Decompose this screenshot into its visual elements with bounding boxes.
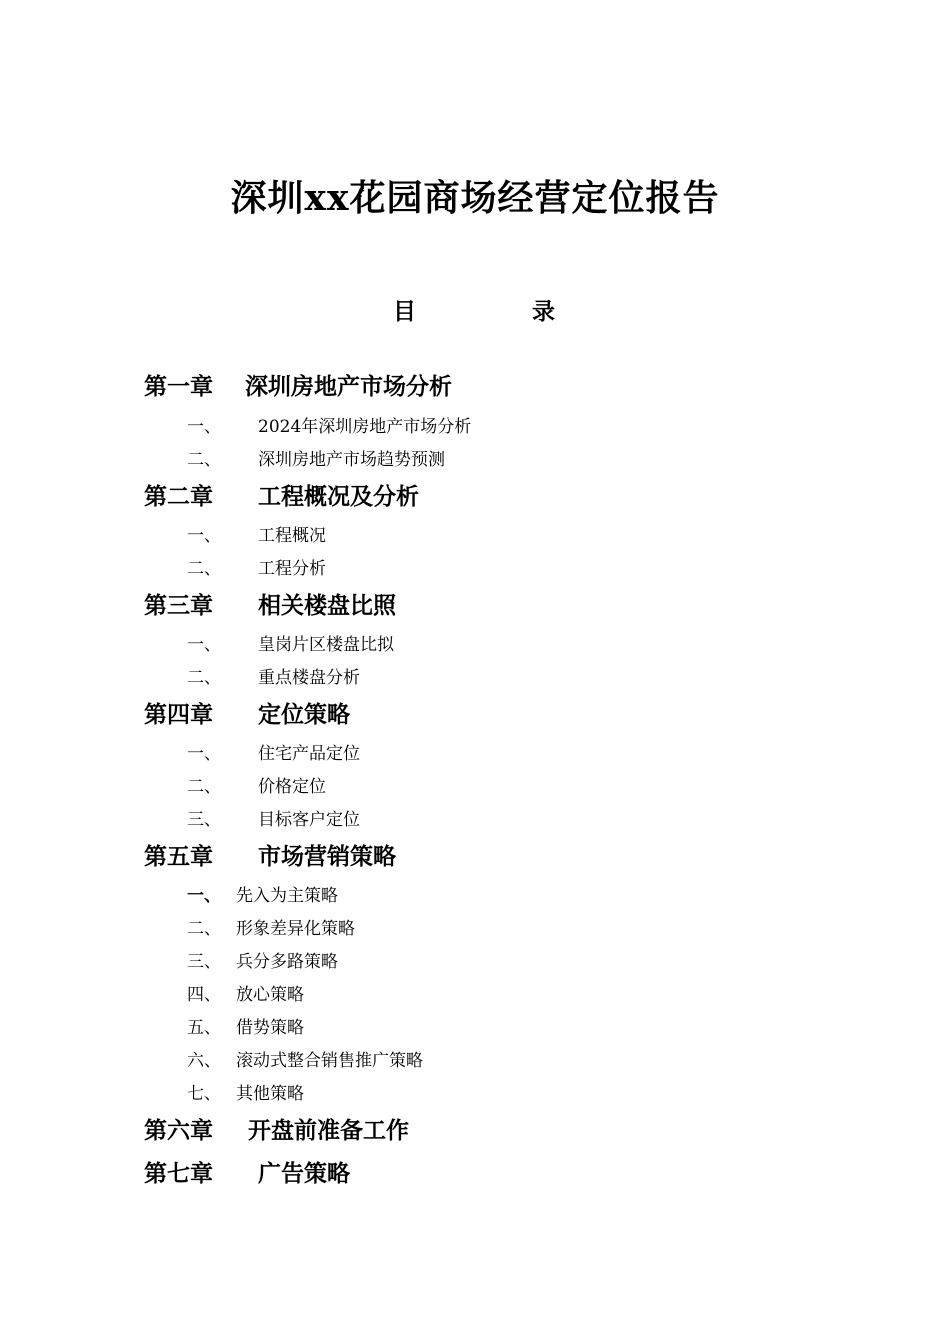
chapter-number: 第一章: [144, 373, 213, 400]
item-text: 重点楼盘分析: [258, 668, 360, 688]
chapter-name: 广告策略: [258, 1160, 350, 1187]
item-marker: 六、: [187, 1051, 221, 1071]
item-text: 皇岗片区楼盘比拟: [258, 635, 394, 655]
chapter-name: 市场营销策略: [258, 843, 396, 870]
chapter-name: 开盘前准备工作: [248, 1117, 409, 1144]
item-marker: 二、: [187, 668, 221, 688]
item-text: 深圳房地产市场趋势预测: [258, 450, 445, 470]
item-text: 借势策略: [236, 1018, 304, 1038]
item-text: 住宅产品定位: [258, 744, 360, 764]
item-marker: 三、: [187, 810, 221, 830]
item-text: 工程概况: [258, 526, 326, 546]
item-marker: 二、: [187, 919, 221, 939]
chapter-number: 第六章: [144, 1117, 213, 1144]
chapter-number: 第五章: [144, 843, 213, 870]
item-text: 2024年深圳房地产市场分析: [258, 417, 472, 437]
chapter-name: 工程概况及分析: [258, 483, 419, 510]
item-text: 先入为主策略: [236, 886, 338, 906]
item-marker: 一、: [187, 744, 221, 764]
item-text: 滚动式整合销售推广策略: [236, 1051, 423, 1071]
item-marker: 二、: [187, 450, 221, 470]
item-marker: 四、: [187, 985, 221, 1005]
item-text: 放心策略: [236, 985, 304, 1005]
item-marker: 七、: [187, 1084, 221, 1104]
item-marker: 一、: [187, 886, 221, 906]
item-text: 目标客户定位: [258, 810, 360, 830]
item-marker: 三、: [187, 952, 221, 972]
item-marker: 一、: [187, 526, 221, 546]
item-marker: 二、: [187, 559, 221, 579]
item-marker: 五、: [187, 1018, 221, 1038]
item-text: 工程分析: [258, 559, 326, 579]
item-text: 其他策略: [236, 1084, 304, 1104]
item-text: 兵分多路策略: [236, 952, 338, 972]
item-text: 形象差异化策略: [236, 919, 355, 939]
chapter-number: 第三章: [144, 592, 213, 619]
chapter-number: 第四章: [144, 701, 213, 728]
item-marker: 一、: [187, 635, 221, 655]
chapter-name: 定位策略: [258, 701, 350, 728]
chapter-number: 第二章: [144, 483, 213, 510]
item-marker: 二、: [187, 777, 221, 797]
item-marker: 一、: [187, 417, 221, 437]
item-text: 价格定位: [258, 777, 326, 797]
chapter-name: 相关楼盘比照: [258, 592, 396, 619]
toc-heading-char-1: 目: [393, 298, 416, 325]
document-title: 深圳xx花园商场经营定位报告: [230, 177, 720, 219]
chapter-number: 第七章: [144, 1160, 213, 1187]
toc-heading-char-2: 录: [532, 298, 555, 325]
chapter-name: 深圳房地产市场分析: [245, 373, 452, 400]
toc-heading: [0, 296, 950, 328]
